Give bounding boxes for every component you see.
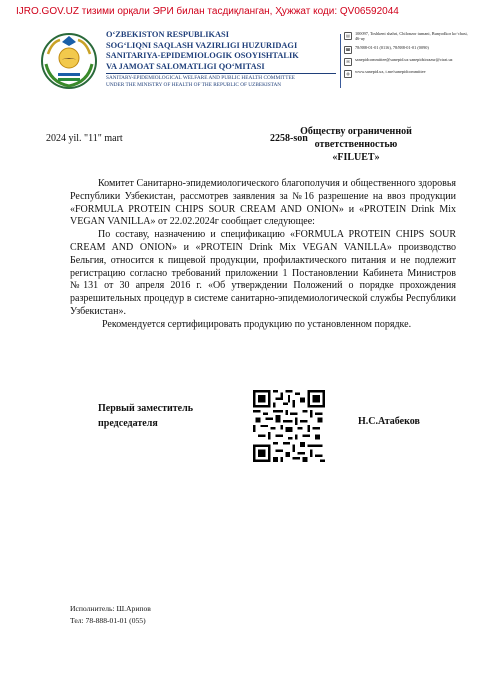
- org-en-line: SANITARY-EPIDEMIOLOGICAL WELFARE AND PUBLIC HEALTH COMMITTEE: [106, 75, 295, 81]
- verification-banner: IJRO.GOV.UZ тизими орқали ЭРИ билан тасдиқланган, Ҳужжат коди: QV06592044: [16, 6, 399, 17]
- contact-block: [344, 31, 474, 81]
- contact-email: [344, 57, 474, 66]
- contact-phone: [344, 45, 474, 54]
- letter-body: [70, 178, 456, 332]
- addressee-line: «FILUET»: [332, 152, 380, 163]
- addressee-line: Обществу ограниченной: [300, 126, 412, 137]
- body-paragraph: Комитет Санитарно-эпидемиологического благополучия и общественного здоровья Республики Узбекистан, рассмотрев заявления за №16 разрешение на ввоз продукции «FORMULA PROTEIN CHIPS SOUR CREAM AND ONION» и «PROTEIN Drink Mix VEGAN VANILLA» от 22.02.2024г сообщает следующее:: [70, 178, 456, 228]
- addressee-block: [272, 125, 440, 138]
- contact-text: 78/888-01-01 (0116), 78/888-01-01 (0090): [355, 44, 429, 50]
- qr-code-icon: [253, 390, 325, 462]
- contact-address: [344, 31, 474, 42]
- signatory-title-line: председателя: [98, 418, 158, 429]
- org-line: SOG‘LIQNI SAQLASH VAZIRLIGI HUZURIDAGI: [106, 40, 298, 50]
- globe-icon: ◍: [344, 70, 352, 78]
- executor-info: [70, 603, 151, 626]
- body-paragraph: По составу, назначению и спецификацию «FORMULA PROTEIN CHIPS SOUR CREAM AND ONION» и «PROTEIN Drink Mix VEGAN VANILLA» производство Бельгия, относится к пищевой продукции, профилактического питания и не подлежит регистрацию согласно требований приложении 1 Постановлении Кабинета Министров №131 от 30 апреля 2016 г. «Об утверждении Положений о порядке прохождения разрешительных процедур в системе санитарно-эпидемиологической службы Республики Узбекистан».: [70, 229, 456, 317]
- document-date: 2024 yil. "11" mart: [46, 133, 123, 144]
- addressee-block-3: [272, 151, 440, 164]
- signatory-name: Н.С.Атабеков: [358, 416, 420, 427]
- executor-phone: Тел: 78-888-01-01 (055): [70, 615, 146, 625]
- org-line: SANITARIYA-EPIDEMIOLOGIK OSOYISHTALIK: [106, 51, 299, 61]
- org-en-line: UNDER THE MINISTRY OF HEALTH OF THE REPUBLIC OF UZBEKISTAN: [106, 82, 282, 88]
- contact-web: [344, 69, 474, 78]
- org-line: O‘ZBEKISTON RESPUBLIKASI: [106, 30, 229, 39]
- mail-icon: ✉: [344, 58, 352, 66]
- phone-icon: ☎: [345, 46, 351, 52]
- addressee-line: ответственностью: [314, 139, 398, 150]
- executor-name: Исполнитель: Ш.Арипов: [70, 604, 151, 613]
- contact-text: sanepidcommittee@sanepid.uz sanepidsirrazur@ctrat.uz: [355, 56, 453, 62]
- signatory-title: [98, 401, 238, 431]
- signatory-title-line: Первый заместитель: [98, 403, 193, 414]
- contact-text: www.sanepid.uz, t.me/sanepidcommittee: [355, 68, 426, 74]
- state-emblem-icon: [40, 32, 98, 90]
- organization-name: [106, 30, 331, 72]
- document-number: 2258-son: [270, 133, 308, 144]
- addressee-block-2: [272, 138, 440, 151]
- org-line: VA JAMOAT SALOMATLIGI QO‘MITASI: [106, 61, 265, 71]
- letterhead-divider: [340, 34, 341, 88]
- body-paragraph: Рекомендуется сертифицировать продукцию по установленном порядке.: [102, 318, 412, 330]
- organization-name-english: [106, 73, 336, 89]
- building-icon: ▤: [344, 32, 352, 40]
- contact-text: 100097, Toshkent shahri, Chilonzor tumani, Bunyodkor ko‘chasi, 46-uy: [355, 31, 468, 42]
